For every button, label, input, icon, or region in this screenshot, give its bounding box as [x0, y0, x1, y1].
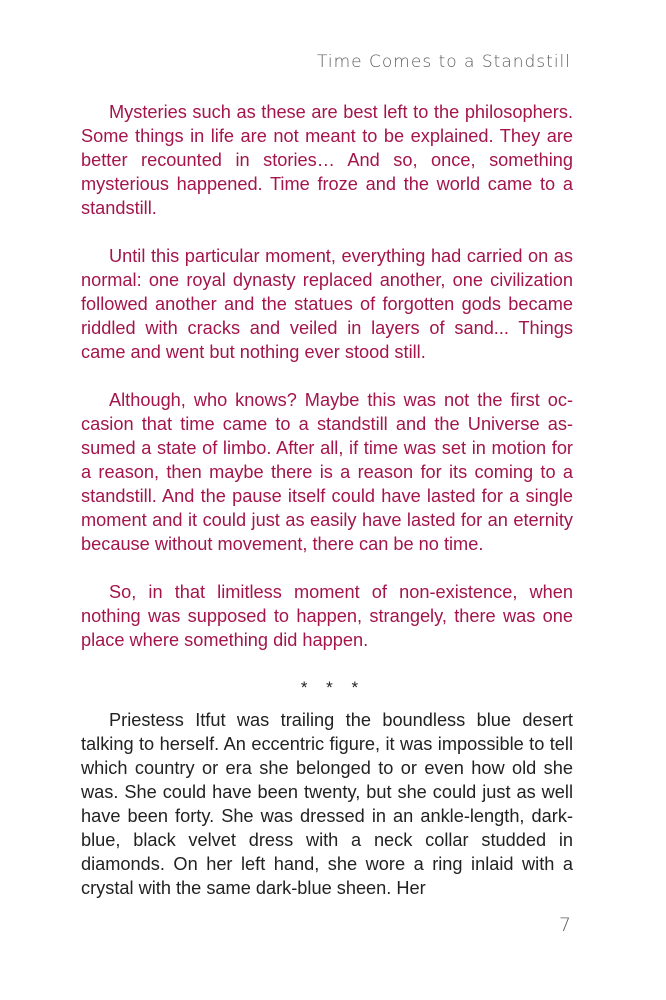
section-separator: * * *: [300, 678, 366, 697]
page-number: 7: [558, 914, 571, 936]
story-paragraph: Priestess Itfut was trailing the boundless blue desert talking to herself. An eccentric figure, it was impossible to tell which country or era she belonged to or even how old she was. She could have been twenty, but she could just as well have been forty. She was dressed in an ankle-length, dark-blue, black velvet dress with a neck collar studded in diamonds. On her left hand, she wore a ring inlaid with a crystal with the same dark-blue sheen. Her: [81, 710, 573, 898]
intro-paragraph: So, in that limitless moment of non-existence, when nothing was supposed to happen, strangely, there was one place where something did happen.: [81, 582, 573, 650]
intro-paragraph: Mysteries such as these are best left to the philosophers. Some things in life are not meant to be explained. They are better recounted in stories… And so, once, something mysterious happened. Time froze and the world came to a standstill.: [81, 102, 573, 218]
intro-paragraph: Until this particular moment, everything had carried on as normal: one royal dynasty replaced another, one civilization followed another and the statues of forgotten gods became riddled with cracks and veiled in layers of sand... Things came and went but nothing ever stood still.: [81, 246, 573, 362]
intro-paragraph: Although, who knows? Maybe this was not the first occasion that time came to a standstill and the Universe assumed a state of limbo. After all, if time was set in motion for a reason, then maybe there is a reason for its coming to a standstill. And the pause itself could have lasted for a single moment and it could just as easily have lasted for an eternity because without movement, there can be no time.: [81, 390, 573, 554]
intro-section: [81, 100, 573, 676]
story-section: [81, 708, 573, 900]
running-header-title: Time Comes to a Standstill: [317, 52, 571, 72]
